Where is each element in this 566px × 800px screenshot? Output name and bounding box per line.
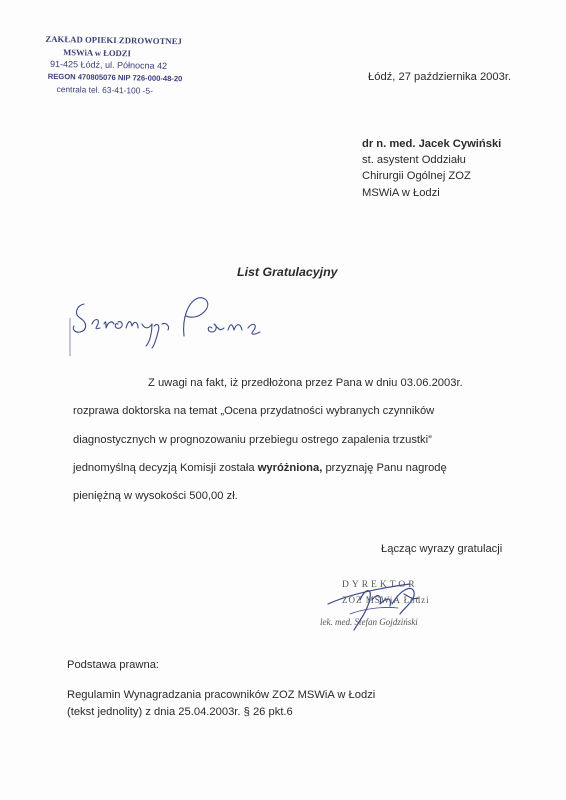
body-line-4-start: jednomyślną decyzją Komisji została bbox=[73, 461, 258, 474]
letter-body bbox=[73, 369, 473, 510]
body-line-2: rozprawa doktorska na temat „Ocena przydatności wybranych czynników bbox=[73, 405, 435, 418]
recipient-block bbox=[362, 136, 501, 201]
closing-phrase: Łącząc wyrazy gratulacji bbox=[381, 543, 503, 555]
letterhead-stamp bbox=[44, 33, 183, 98]
letter-date: Łódź, 27 października 2003r. bbox=[368, 71, 512, 83]
body-line-3: diagnostycznych w prognozowaniu przebiegu ostrego zapalenia trzustki” bbox=[73, 433, 432, 446]
director-signature bbox=[320, 570, 480, 645]
letterhead-address: 91-425 Łódź, ul. Północna 42 bbox=[49, 59, 168, 72]
letterhead-line-2: MSWiA w ŁODZI bbox=[63, 46, 131, 58]
letter-title: List Gratulacyjny bbox=[237, 265, 338, 279]
body-emphasis-wyrozniona: wyróżniona, bbox=[257, 461, 323, 474]
body-line-4-end: przyznaję Panu nagrodę bbox=[322, 461, 447, 474]
recipient-institution: MSWiA w Łodzi bbox=[362, 186, 440, 199]
recipient-name: dr n. med. Jacek Cywiński bbox=[362, 138, 502, 150]
letterhead-line-1: ZAKŁAD OPIEKI ZDROWOTNEJ bbox=[45, 33, 183, 47]
body-line-5: pieniężną w wysokości 500,00 zł. bbox=[73, 490, 238, 503]
handwritten-greeting-signature bbox=[62, 288, 282, 358]
legal-basis-line-1: Regulamin Wynagradzania pracowników ZOZ MSWiA w Łodzi bbox=[67, 689, 376, 702]
director-stamp-name: lek. med. Stefan Gojdziński bbox=[320, 617, 418, 627]
legal-basis-heading: Podstawa prawna: bbox=[67, 659, 160, 671]
director-stamp bbox=[320, 570, 480, 645]
recipient-position: st. asystent Oddziału bbox=[362, 154, 466, 167]
letterhead-regon-nip: REGON 470805076 NIP 726-000-48-20 bbox=[47, 71, 183, 84]
body-line-4 bbox=[73, 454, 473, 482]
legal-basis-line-2: (tekst jednolity) z dnia 25.04.2003r. § 26 pkt.6 bbox=[67, 705, 293, 718]
director-stamp-institution: ZOZ MSWiA Łodzi bbox=[342, 595, 430, 605]
letterhead-phone: centrala tel. 63-41-100 -5- bbox=[56, 84, 154, 97]
legal-basis bbox=[67, 657, 375, 720]
recipient-department: Chirurgii Ogólnej ZOZ bbox=[362, 170, 471, 183]
body-line-1: Z uwagi na fakt, iż przedłożona przez Pana w dniu 03.06.2003r. bbox=[148, 377, 463, 389]
director-stamp-title: DYREKTOR bbox=[342, 580, 418, 590]
